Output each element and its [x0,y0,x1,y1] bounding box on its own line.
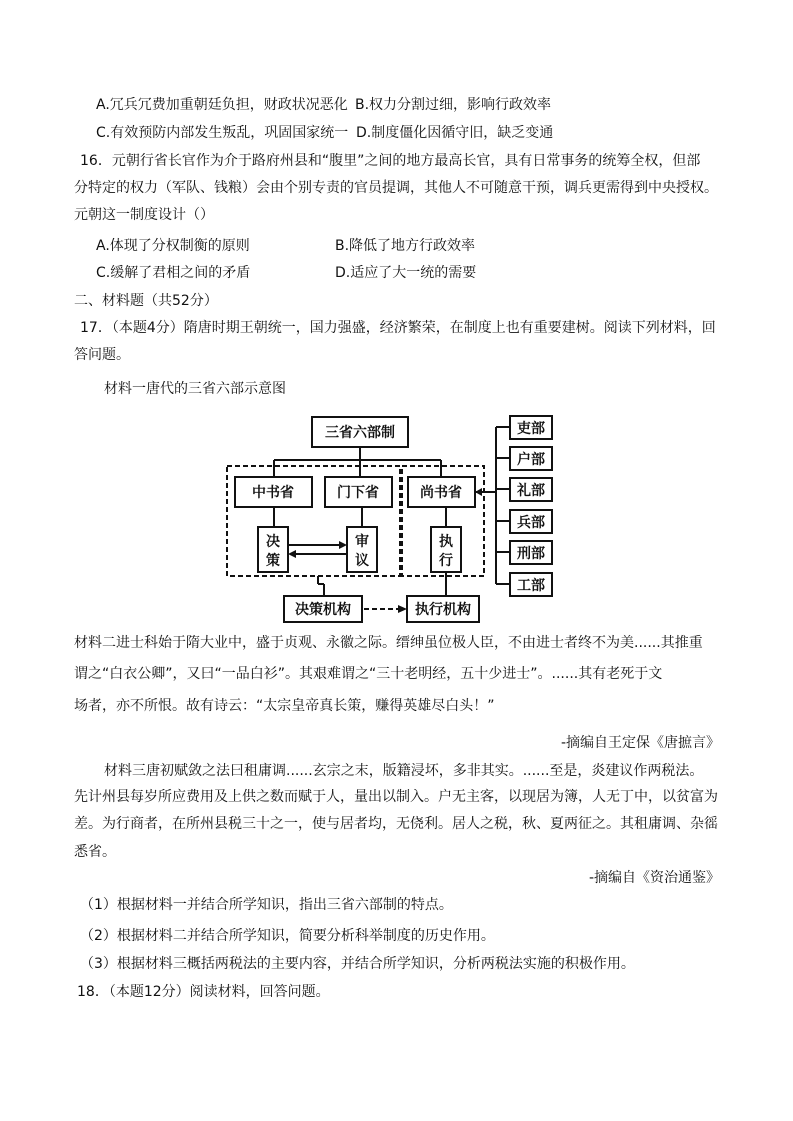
q15-option-d: D.制度僵化因循守旧，缺乏变通 [356,125,554,141]
juece-label-1: 决 [266,534,280,550]
q17-question-1: （1）根据材料一并结合所学知识，指出三省六部制的特点。 [80,897,453,913]
q15-option-a: A.冗兵冗费加重朝廷负担，财政状况恶化 [96,97,348,113]
zhixing-label-2: 行 [439,553,453,569]
material2-line3: 场者，亦不所恨。故有诗云：“太宗皇帝真长策，赚得英雄尽白头！” [74,698,495,714]
q16-option-a: A.体现了分权制衡的原则 [96,238,250,254]
q16-option-d: D.适应了大一统的需要 [335,265,477,281]
material2-line1: 材料二进士科始于隋大业中，盛于贞观、永徽之际。缙绅虽位极人臣，不由进士者终不为美......其推重 [74,635,703,651]
ministry-label: 吏部 [517,421,545,437]
q16-option-c: C.缓解了君相之间的矛盾 [96,265,251,281]
q17-stem-line1: 17．（本题4分）隋唐时期王朝统一，国力强盛，经济繁荣，在制度上也有重要建树。阅读下列材料，回 [80,320,716,336]
diagram-top-label: 三省六部制 [325,425,395,441]
ministry-label: 户部 [517,452,545,468]
material2-source: -摘编自王定保《唐摭言》 [560,735,720,751]
execution-body-label: 执行机构 [415,602,471,618]
q17-question-2: （2）根据材料二并结合所学知识，简要分析科举制度的历史作用。 [80,928,495,944]
q16-stem-line3: 元朝这一制度设计（） [74,207,214,223]
q15-option-c: C.有效预防内部发生叛乱，巩固国家统一 [96,125,349,141]
ministry-label: 刑部 [517,546,545,562]
q15-option-b: B.权力分割过细，影响行政效率 [355,97,552,113]
material3-source: -摘编自《资治通鉴》 [588,870,720,886]
zhixing-label-1: 执 [439,534,453,550]
decision-body-label: 决策机构 [295,602,351,618]
material3-line3: 差。为行商者，在所州县税三十之一，使与居者均，无侥利。居人之税，秋、夏两征之。其租庸调、杂徭 [74,816,718,832]
shenyi-label-1: 审 [355,534,369,550]
menxia-label: 门下省 [337,485,379,501]
shangshu-label: 尚书省 [420,485,462,501]
material2-line2: 谓之“白衣公卿”，又曰“一品白衫”。其艰难谓之“三十老明经，五十少进士”。......其有老死于文 [74,666,663,682]
zhongshu-label: 中书省 [252,485,294,501]
q16-stem-line1: 16．元朝行省长官作为介于路府州县和“腹里”之间的地方最高长官，具有日常事务的统筹全权，但部 [80,153,701,169]
juece-label-2: 策 [266,553,280,569]
material1-title: 材料一唐代的三省六部示意图 [104,381,286,397]
q17-question-3: （3）根据材料三概括两税法的主要内容，并结合所学知识，分析两税法实施的积极作用。 [80,956,635,972]
q17-stem-line2: 答问题。 [74,347,130,363]
ministry-label: 礼部 [517,483,545,499]
ministry-label: 工部 [517,578,545,594]
material3-line1: 材料三唐初赋敛之法曰租庸调......玄宗之末，版籍浸坏，多非其实。......至是，炎建议作两税法。 [104,763,704,779]
three-departments-six-ministries-diagram [224,406,576,628]
q16-stem-line2: 分特定的权力（军队、钱粮）会由个别专责的官员提调，其他人不可随意干预，调兵更需得到中央授权。 [74,180,718,196]
section2-title: 二、材料题（共52分） [74,293,218,309]
ministry-label: 兵部 [517,515,545,531]
material3-line4: 悉省。 [74,844,116,860]
q16-option-b: B.降低了地方行政效率 [335,238,476,254]
q18-stem: 18．（本题12分）阅读材料，回答问题。 [77,984,330,1000]
material3-line2: 先计州县每岁所应费用及上供之数而赋于人，量出以制入。户无主客，以现居为簿，人无丁中，以贫富为 [74,789,718,805]
shenyi-label-2: 议 [355,553,369,569]
